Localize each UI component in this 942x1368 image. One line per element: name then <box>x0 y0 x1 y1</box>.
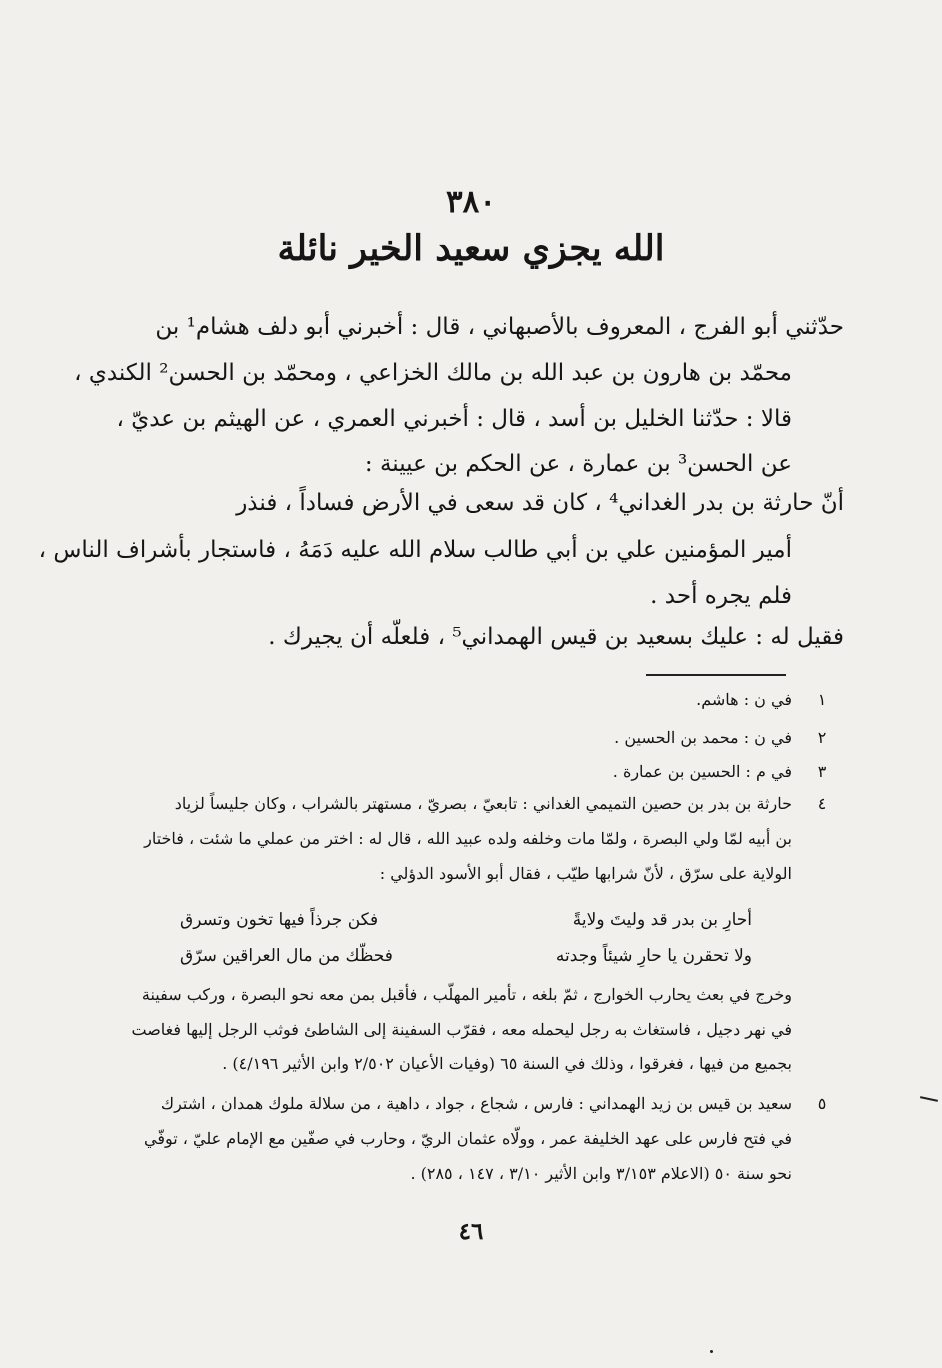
footnote <box>612 762 827 781</box>
text-line: أنّ حارثة بن بدر الغداني⁴ ، كان قد سعى في الأرض فساداً ، فنذر <box>236 490 844 516</box>
footnote-text: سعيد بن قيس بن زيد الهمداني : فارس ، شجاع ، جواد ، داهية ، من سلالة ملوك همدان ، اشترك <box>160 1094 792 1113</box>
text-line: فقيل له : عليك بسعيد بن قيس الهمداني⁵ ، فلعلّه أن يجيرك . <box>268 624 844 650</box>
verse-hemistich: فحظّك من مال العراقين سرّق <box>180 946 393 966</box>
footnote-line: بن أبيه لمّا ولي البصرة ، ولمّا مات وخلفه ولده عبيد الله ، قال له : اختر من عملي ما شئت ، فاختار <box>144 829 792 848</box>
text-line: قالا : حدّثنا الخليل بن أسد ، قال : أخبرني العمري ، عن الهيثم بن عديّ ، <box>116 406 792 432</box>
footnote-line: في فتح فارس على عهد الخليفة عمر ، وولّاه عثمان الريّ ، وحارب في صفّين مع الإمام عليّ ، توفّي <box>144 1129 792 1148</box>
footnote <box>120 794 827 813</box>
footnote-divider <box>646 674 786 676</box>
page-number: ٤٦ <box>458 1218 484 1245</box>
footnote-text: حارثة بن بدر بن حصين التميمي الغداني : تابعيّ ، بصريّ ، مستهتر بالشراب ، وكان جليساً لزياد <box>174 794 792 813</box>
text-line: فلم يجره أحد . <box>650 583 792 609</box>
footnote-line: الولاية على سرّق ، لأنّ شرابها طيّب ، فقال أبو الأسود الدؤلي : <box>379 864 792 883</box>
footnote-text: في ن : هاشم. <box>696 690 792 709</box>
stray-dot <box>710 1350 713 1353</box>
verse-hemistich: ولا تحقرن يا حارِ شيئاً وجدته <box>555 946 752 966</box>
footnote-line: في نهر دجيل ، فاستغاث به رجل ليحمله معه ، فقرّب السفينة إلى الشاطئ فوثب الرجل إليها فغاصت <box>131 1020 792 1039</box>
text-line: حدّثني أبو الفرج ، المعروف بالأصبهاني ، قال : أخبرني أبو دلف هشام¹ بن <box>155 314 844 340</box>
footnote-line: نحو سنة ٥٠ (الاعلام ٣/١٥٣ وابن الأثير ٣/١٠ ، ١٤٧ ، ٢٨٥) . <box>410 1164 792 1183</box>
text-line: عن الحسن³ بن عمارة ، عن الحكم بن عيينة : <box>364 451 792 477</box>
text-line: أمير المؤمنين علي بن أبي طالب سلام الله عليه دَمَهُ ، فاستجار بأشراف الناس ، <box>38 537 792 563</box>
footnote-line: وخرج في بعث يحارب الخوارج ، ثمّ بلغه ، تأمير المهلّب ، فأقبل بمن معه نحو البصرة ، وركب سفينة <box>141 985 792 1004</box>
footnote-number: ٢ <box>817 728 827 747</box>
footnote <box>696 690 827 709</box>
footnote-text: في ن : محمد بن الحسين . <box>614 728 792 747</box>
footnote-number: ١ <box>817 690 827 709</box>
footnote <box>614 728 827 747</box>
verse-hemistich: أحارِ بن بدر قد وليتَ ولايةً <box>572 910 752 930</box>
footnote-number: ٣ <box>817 762 827 781</box>
margin-mark <box>920 1096 938 1102</box>
footnote-number: ٥ <box>817 1094 827 1113</box>
footnote-text: في م : الحسين بن عمارة . <box>612 762 792 781</box>
poem-number: ٣٨٠ <box>446 184 496 220</box>
footnote-number: ٤ <box>817 794 827 813</box>
footnote <box>120 1094 827 1113</box>
poem-title: الله يجزي سعيد الخير نائلة <box>277 228 665 269</box>
text-line: محمّد بن هارون بن عبد الله بن مالك الخزاعي ، ومحمّد بن الحسن² الكندي ، <box>74 360 792 386</box>
verse-hemistich: فكن جرذاً فيها تخون وتسرق <box>180 910 379 930</box>
footnote-line: بجميع من فيها ، فغرقوا ، وذلك في السنة ٦٥ (وفيات الأعيان ٢/٥٠٢ وابن الأثير ٤/١٩٦) . <box>222 1054 792 1073</box>
